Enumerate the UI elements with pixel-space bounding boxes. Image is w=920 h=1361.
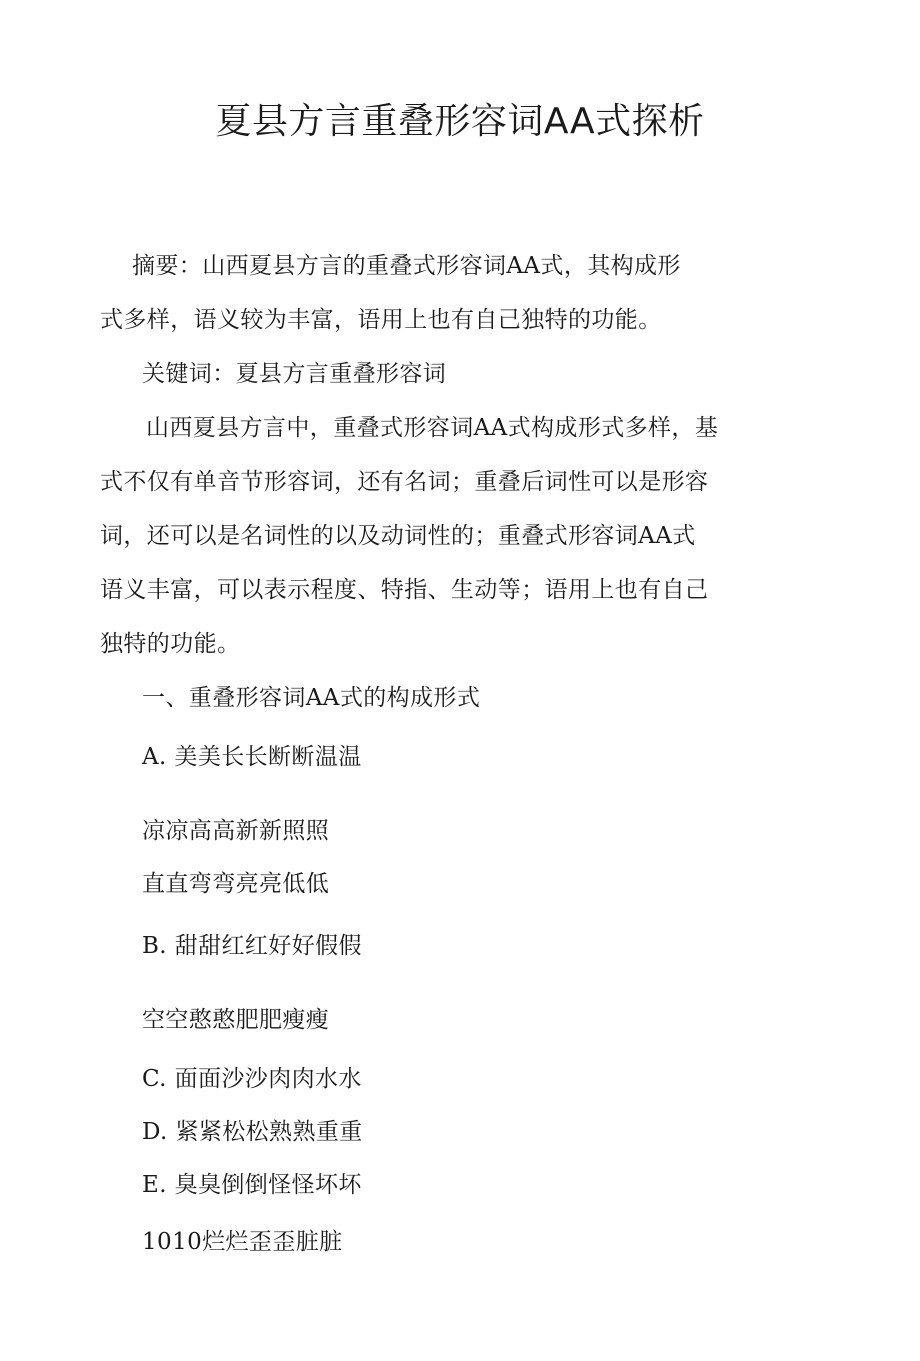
list-item-b-2: 空空憨憨肥肥瘦瘦 bbox=[142, 1007, 330, 1033]
list-item-a-2: 凉凉高高新新照照 bbox=[142, 818, 330, 844]
list-item-e-1: E. 臭臭倒倒怪怪坏坏 bbox=[142, 1172, 362, 1198]
list-item-b-1: B. 甜甜红红好好假假 bbox=[142, 933, 362, 959]
body-line-3: 词，还可以是名词性的以及动词性的；重叠式形容词AA式 bbox=[100, 523, 696, 549]
list-item-a-1: A. 美美长长断断温温 bbox=[142, 744, 362, 770]
list-item-a-3: 直直弯弯亮亮低低 bbox=[142, 871, 330, 897]
document-title: 夏县方言重叠形容词AA式探析 bbox=[215, 101, 705, 142]
abstract-line-2: 式多样，语义较为丰富，语用上也有自己独特的功能。 bbox=[100, 307, 662, 333]
body-line-2: 式不仅有单音节形容词，还有名词；重叠后词性可以是形容 bbox=[100, 469, 709, 495]
abstract-line-1: 摘要：山西夏县方言的重叠式形容词AA式，其构成形 bbox=[132, 253, 681, 279]
body-line-4: 语义丰富，可以表示程度、特指、生动等；语用上也有自己 bbox=[100, 577, 709, 603]
body-line-5: 独特的功能。 bbox=[100, 631, 241, 657]
section-heading: 一、重叠形容词AA式的构成形式 bbox=[142, 685, 481, 711]
keywords-line: 关键词：夏县方言重叠形容词 bbox=[142, 361, 447, 387]
body-line-1: 山西夏县方言中，重叠式形容词AA式构成形式多样，基 bbox=[146, 415, 719, 441]
list-item-d-1: D. 紧紧松松熟熟重重 bbox=[142, 1119, 363, 1145]
list-item-c-1: C. 面面沙沙肉肉水水 bbox=[142, 1066, 362, 1092]
list-item-f-1: 1010烂烂歪歪脏脏 bbox=[142, 1229, 343, 1255]
